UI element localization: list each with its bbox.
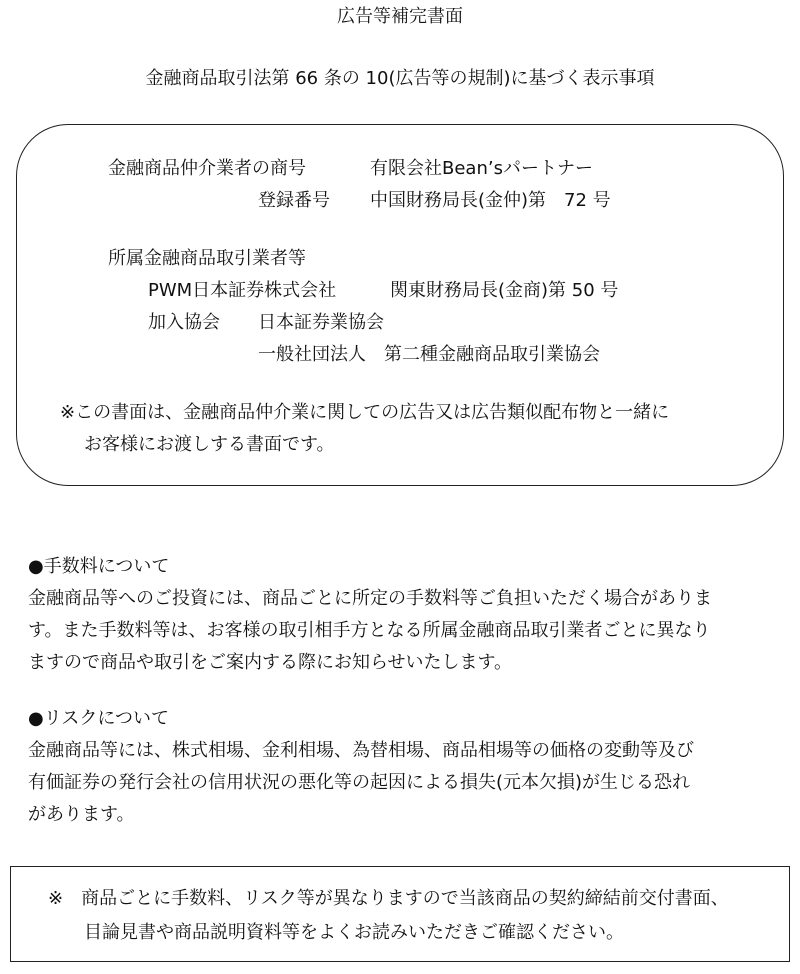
- notice-line-2: 目論見書や商品説明資料等をよくお読みいただきご確認ください。: [84, 922, 624, 943]
- document-subtitle: 金融商品取引法第 66 条の 10(広告等の規制)に基づく表示事項: [145, 68, 655, 89]
- fees-line-3: ますので商品や取引をご案内する際にお知らせいたします。: [28, 652, 513, 673]
- affiliated-label: 所属金融商品取引業者等: [108, 248, 306, 269]
- registration-value: 中国財務局長(金仲)第 72 号: [370, 190, 611, 211]
- risk-line-2: 有価証券の発行会社の信用状況の悪化等の起因による損失(元本欠損)が生じる恐れ: [28, 772, 691, 793]
- document-title: 広告等補完書面: [337, 6, 463, 27]
- notice-box: [10, 866, 790, 962]
- intermediary-name: 有限会社Bean’sパートナー: [370, 158, 593, 179]
- affiliated-registration: 関東財務局長(金商)第 50 号: [390, 280, 619, 301]
- association-jsda: 日本証券業協会: [258, 312, 384, 333]
- risk-line-1: 金融商品等には、株式相場、金利相場、為替相場、商品相場等の価格の変動等及び: [28, 740, 694, 761]
- risk-heading: ●リスクについて: [28, 708, 169, 729]
- registration-label: 登録番号: [258, 190, 330, 211]
- fees-heading: ●手数料について: [28, 556, 170, 577]
- notice-line-1: ※ 商品ごとに手数料、リスク等が異なりますので当該商品の契約締結前交付書面、: [48, 888, 729, 909]
- box-note-line-1: ※この書面は、金融商品仲介業に関しての広告又は広告類似配布物と一緒に: [60, 402, 670, 423]
- risk-line-3: があります。: [28, 804, 135, 825]
- affiliated-name: PWM日本証券株式会社: [148, 280, 337, 301]
- association-type2: 一般社団法人 第二種金融商品取引業協会: [258, 344, 600, 365]
- fees-line-1: 金融商品等へのご投資には、商品ごとに所定の手数料等ご負担いただく場合がありま: [28, 588, 712, 609]
- fees-line-2: す。また手数料等は、お客様の取引相手方となる所属金融商品取引業者ごとに異なり: [28, 620, 711, 641]
- association-label: 加入協会: [148, 312, 220, 333]
- box-note-line-2: お客様にお渡しする書面です。: [84, 434, 335, 455]
- intermediary-label: 金融商品仲介業者の商号: [108, 158, 306, 179]
